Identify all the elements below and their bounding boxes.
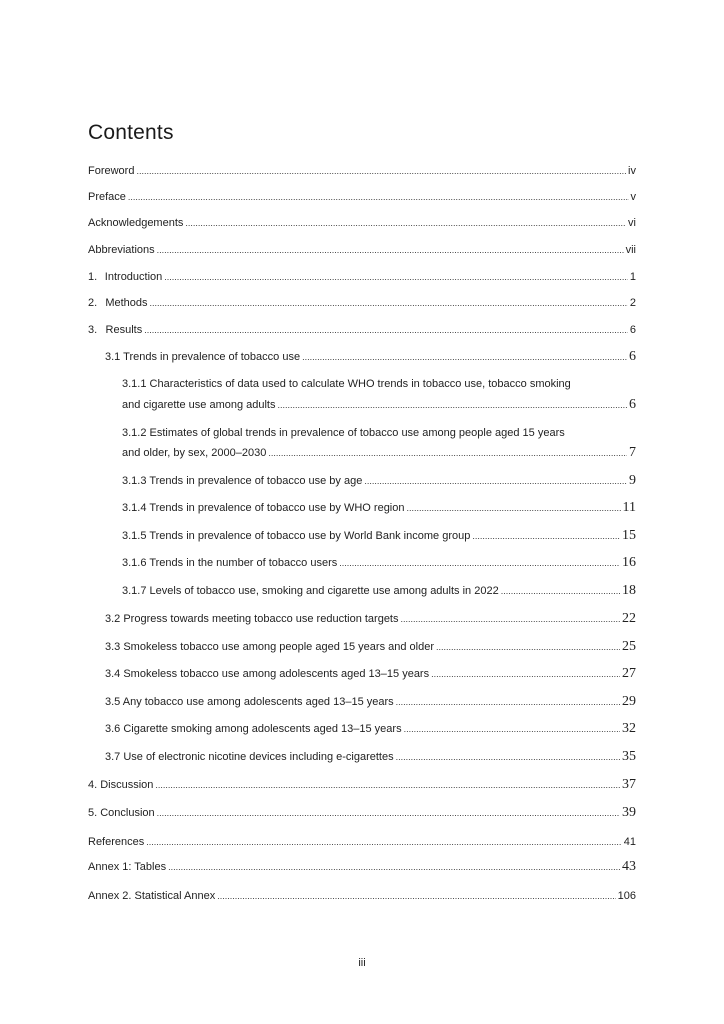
toc-entry-label: 5. Conclusion xyxy=(88,807,155,819)
dot-leader xyxy=(185,216,626,230)
toc-entry-number: 2. xyxy=(88,297,98,309)
dot-leader xyxy=(128,190,629,204)
toc-page-number: 106 xyxy=(617,890,636,902)
toc-page-number: iv xyxy=(628,165,636,177)
toc-page-number: 2 xyxy=(629,297,636,309)
toc-page-number: 41 xyxy=(623,836,636,848)
toc-entry-3-2[interactable] xyxy=(105,612,636,626)
toc-entry-label: 3.7 Use of electronic nicotine devices including e-cigarettes xyxy=(105,751,394,763)
toc-page-number: 15 xyxy=(622,528,636,543)
page-title: Contents xyxy=(88,121,174,144)
toc-page-number: 6 xyxy=(629,397,636,412)
toc-entry-label: Preface xyxy=(88,191,126,203)
dot-leader xyxy=(404,722,620,736)
toc-entry-results[interactable] xyxy=(88,323,636,337)
toc-entry-label: 3.6 Cigarette smoking among adolescents aged 13–15 years xyxy=(105,723,402,735)
dot-leader xyxy=(144,323,628,337)
toc-entry-label: Acknowledgements xyxy=(88,217,184,229)
dot-leader xyxy=(431,667,620,681)
toc-entry-acknowledgements[interactable] xyxy=(88,216,636,230)
toc-entry-label: Methods xyxy=(105,297,148,309)
toc-page-number: 39 xyxy=(622,805,636,820)
toc-entry-3-7[interactable] xyxy=(105,750,636,764)
toc-page-number: 22 xyxy=(622,611,636,626)
toc-page-number: 29 xyxy=(622,694,636,709)
toc-entry-label: Abbreviations xyxy=(88,244,155,256)
dot-leader xyxy=(396,750,620,764)
dot-leader xyxy=(401,612,621,626)
toc-entry-number: 3. xyxy=(88,324,98,336)
dot-leader xyxy=(150,296,628,310)
toc-entry-label: and cigarette use among adults xyxy=(122,399,276,411)
dot-leader xyxy=(396,695,620,709)
toc-entry-foreword[interactable] xyxy=(88,164,636,178)
dot-leader xyxy=(157,806,620,820)
toc-entry-label: Foreword xyxy=(88,165,135,177)
dot-leader xyxy=(364,474,627,488)
toc-entry-annex-1[interactable] xyxy=(88,860,636,874)
toc-entry-introduction[interactable] xyxy=(88,270,636,284)
toc-page-number: 43 xyxy=(622,859,636,874)
toc-page-number: 27 xyxy=(622,666,636,681)
toc-entry-3-1-2-line1[interactable]: 3.1.2 Estimates of global trends in prevalence of tobacco use among people aged 15 years xyxy=(122,427,565,439)
dot-leader xyxy=(501,584,620,598)
toc-entry-3-1-3[interactable] xyxy=(122,474,636,488)
toc-entry-label: 3.2 Progress towards meeting tobacco use reduction targets xyxy=(105,613,399,625)
toc-entry-number: 1. xyxy=(88,271,98,283)
toc-page-number: v xyxy=(630,191,636,203)
toc-entry-3-1-1-line1[interactable]: 3.1.1 Characteristics of data used to calculate WHO trends in tobacco use, tobacco smoking xyxy=(122,378,571,390)
dot-leader xyxy=(472,529,620,543)
toc-entry-abbreviations[interactable] xyxy=(88,243,636,257)
toc-entry-3-3[interactable] xyxy=(105,640,636,654)
toc-page-number: 7 xyxy=(629,445,636,460)
toc-entry-label: 3.1.3 Trends in prevalence of tobacco use by age xyxy=(122,475,363,487)
dot-leader xyxy=(407,501,621,515)
toc-entry-3-1-7[interactable] xyxy=(122,584,636,598)
dot-leader xyxy=(164,270,628,284)
toc-entry-label: References xyxy=(88,836,145,848)
toc-entry-label: 4. Discussion xyxy=(88,779,154,791)
toc-entry-label: and older, by sex, 2000–2030 xyxy=(122,447,267,459)
toc-entry-3-4[interactable] xyxy=(105,667,636,681)
dot-leader xyxy=(157,243,624,257)
toc-page-number: 18 xyxy=(622,583,636,598)
toc-entry-methods[interactable] xyxy=(88,296,636,310)
dot-leader xyxy=(268,446,627,460)
toc-entry-label: Annex 1: Tables xyxy=(88,861,167,873)
toc-entry-3-5[interactable] xyxy=(105,695,636,709)
toc-entry-label: 3.4 Smokeless tobacco use among adolescents aged 13–15 years xyxy=(105,668,430,680)
toc-entry-annex-2[interactable] xyxy=(88,889,636,903)
footer-page-number: iii xyxy=(358,957,366,969)
dot-leader xyxy=(302,350,627,364)
toc-page-number: 25 xyxy=(622,639,636,654)
toc-page-number: 35 xyxy=(622,749,636,764)
toc-entry-3-1-5[interactable] xyxy=(122,529,636,543)
toc-entry-label: 3.1.4 Trends in prevalence of tobacco use by WHO region xyxy=(122,502,405,514)
toc-entry-label: Results xyxy=(105,324,143,336)
toc-page-number: 37 xyxy=(622,777,636,792)
toc-page-number: vi xyxy=(628,217,636,229)
toc-page-number: 6 xyxy=(629,324,636,336)
dot-leader xyxy=(155,778,620,792)
dot-leader xyxy=(168,860,620,874)
toc-entry-conclusion[interactable] xyxy=(88,806,636,820)
toc-entry-discussion[interactable] xyxy=(88,778,636,792)
toc-page-number: 6 xyxy=(629,349,636,364)
toc-page-number: 11 xyxy=(622,500,636,515)
toc-entry-label: 3.1 Trends in prevalence of tobacco use xyxy=(105,351,301,363)
toc-page-number: 1 xyxy=(629,271,636,283)
toc-page-number: 9 xyxy=(629,473,636,488)
toc-page-number: vii xyxy=(625,244,636,256)
toc-entry-label: Annex 2. Statistical Annex xyxy=(88,890,216,902)
dot-leader xyxy=(436,640,620,654)
dot-leader xyxy=(146,835,621,849)
toc-entry-3-1-1[interactable] xyxy=(122,398,636,412)
toc-entry-3-1-2[interactable] xyxy=(122,446,636,460)
toc-entry-references[interactable] xyxy=(88,835,636,849)
dot-leader xyxy=(278,398,628,412)
toc-page-number: 16 xyxy=(622,555,636,570)
toc-entry-3-1[interactable] xyxy=(105,350,636,364)
toc-entry-label: 3.3 Smokeless tobacco use among people aged 15 years and older xyxy=(105,641,434,653)
toc-entry-3-1-4[interactable] xyxy=(122,501,636,515)
dot-leader xyxy=(136,164,626,178)
toc-entry-preface[interactable] xyxy=(88,190,636,204)
toc-entry-label: 3.1.6 Trends in the number of tobacco users xyxy=(122,557,338,569)
dot-leader xyxy=(339,556,620,570)
dot-leader xyxy=(217,889,615,903)
toc-page-number: 32 xyxy=(622,721,636,736)
toc-entry-3-1-6[interactable] xyxy=(122,556,636,570)
toc-entry-label: Introduction xyxy=(104,271,163,283)
toc-entry-label: 3.5 Any tobacco use among adolescents aged 13–15 years xyxy=(105,696,394,708)
toc-entry-label: 3.1.7 Levels of tobacco use, smoking and cigarette use among adults in 2022 xyxy=(122,585,499,597)
toc-entry-3-6[interactable] xyxy=(105,722,636,736)
toc-entry-label: 3.1.5 Trends in prevalence of tobacco use by World Bank income group xyxy=(122,530,471,542)
